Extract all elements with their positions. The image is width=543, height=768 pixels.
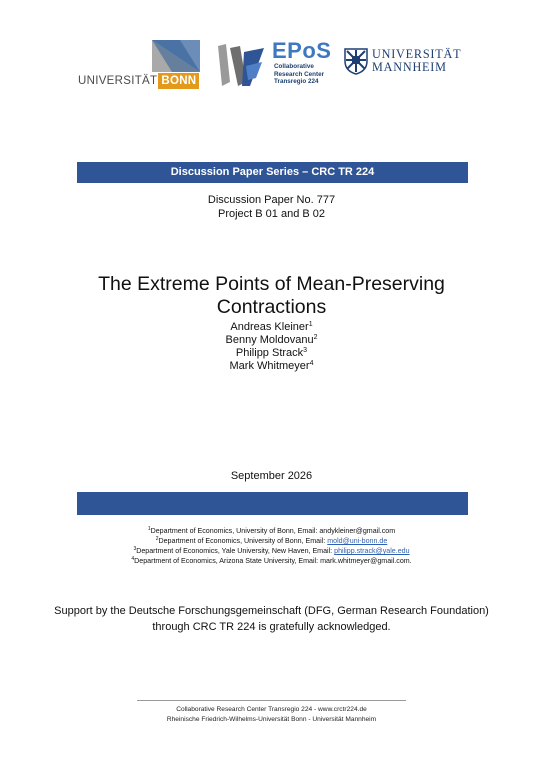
email-text: mark.whitmeyer@gmail.com. [320, 557, 412, 565]
funding-acknowledgement: Support by the Deutsche Forschungsgemeinschaft (DFG, German Research Foundation) [54, 605, 489, 617]
bonn-logo-wordmark: UNIVERSITÄT BONN [78, 73, 199, 89]
epos-logo-mark-icon [216, 42, 268, 88]
footer-divider [137, 700, 406, 701]
author: Benny Moldovanu$^2$ [225, 334, 318, 346]
university-mannheim-logo [343, 44, 465, 80]
publication-date: September 2026 [230, 470, 313, 482]
epos-logo [216, 40, 340, 90]
author: Andreas Kleiner$^1$ [230, 321, 313, 333]
university-bonn-logo [78, 40, 200, 90]
email-link[interactable]: mold@uni-bonn.de [327, 537, 388, 545]
logo-row [0, 38, 543, 90]
funding-acknowledgement: through CRC TR 224 is gratefully acknowledged. [152, 621, 391, 633]
affiliation: $^1$Department of Economics, University of Bonn, Email: andykleiner@gmail.com [147, 526, 396, 535]
epos-logo-subtitle: Collaborative Research Center Transregio 224 [274, 63, 325, 86]
epos-logo-name: EPoS [272, 38, 332, 63]
footer-line: Collaborative Research Center Transregio 224 - www.crctr224.de [176, 706, 367, 713]
affiliation: $^4$Department of Economics, Arizona State University, Email: mark.whitmeyer@gmail.com. [131, 556, 412, 565]
author: Mark Whitmeyer$^4$ [229, 360, 314, 372]
email-text: andykleiner@gmail.com [319, 527, 396, 535]
mannheim-logo-line1: UNIVERSITÄT [372, 47, 462, 61]
footer-line: Rheinische Friedrich-Wilhelms-Universität Bonn - Universität Mannheim [166, 716, 377, 723]
project-label: Project B 01 and B 02 [217, 208, 325, 220]
affiliation: $^3$Department of Economics, Yale University, New Haven, Email: philipp.strack@yale.edu [133, 546, 410, 555]
bonn-logo-mark-icon [152, 40, 200, 72]
email-link[interactable]: philipp.strack@yale.edu [334, 547, 410, 555]
paper-title: The Extreme Points of Mean-Preserving Contractions [98, 273, 445, 318]
series-banner: Discussion Paper Series – CRC TR 224 [77, 162, 468, 183]
paper-number: Discussion Paper No. 777 [207, 194, 336, 206]
affiliation: $^2$Department of Economics, University of Bonn, Email: mold@uni-bonn.de [155, 536, 388, 545]
author: Philipp Strack$^3$ [235, 347, 308, 359]
mannheim-logo-line2: MANNHEIM [372, 60, 447, 74]
divider-band [77, 492, 468, 515]
mannheim-crest-icon [343, 47, 369, 75]
